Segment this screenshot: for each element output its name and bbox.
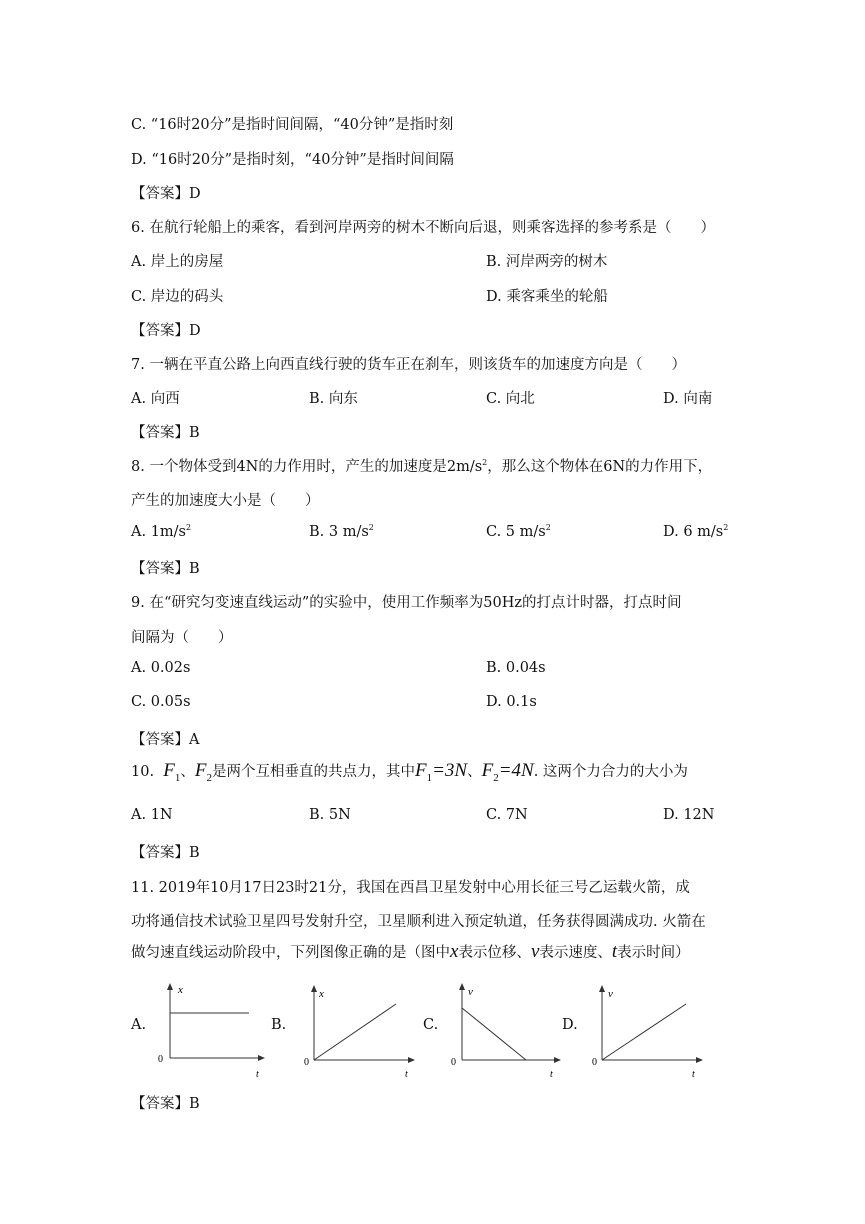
q10-eq2-value: =4N bbox=[498, 760, 534, 781]
q10-f2-subscript: 2 bbox=[206, 771, 212, 784]
q10-eq2-letter: F bbox=[481, 760, 494, 781]
q8-stem-line1 bbox=[131, 455, 712, 476]
q8-answer: 【答案】B bbox=[131, 561, 200, 577]
q5-answer: 【答案】D bbox=[131, 186, 201, 202]
q10-text-1: 是两个互相垂直的共点力，其中 bbox=[212, 764, 415, 780]
q10-eq2 bbox=[481, 760, 534, 784]
q10-option-a: A. 1N bbox=[131, 807, 173, 823]
q6-option-d: D. 乘客乘坐的轮船 bbox=[486, 289, 608, 305]
q10-option-b: B. 5N bbox=[309, 807, 351, 823]
q10-eq1-value: =3N bbox=[432, 760, 468, 781]
q8-option-b bbox=[309, 523, 374, 540]
q7-option-a: A. 向西 bbox=[131, 391, 180, 407]
q11-stem3-part-a: 做匀速直线运动阶段中，下列图像正确的是（图中 bbox=[131, 945, 450, 961]
graph-c-line bbox=[462, 1008, 526, 1060]
q11-option-c-label: C. bbox=[423, 1017, 439, 1033]
q7-answer: 【答案】B bbox=[131, 425, 200, 441]
q6-option-c: C. 岸边的码头 bbox=[131, 289, 224, 305]
q11-stem3-part-c: 表示速度、 bbox=[539, 945, 612, 961]
q8-option-b-text: B. 3 m/s bbox=[309, 523, 369, 540]
graph-a-xlabel: t bbox=[256, 1069, 259, 1080]
q8-option-c-exponent: 2 bbox=[545, 523, 551, 532]
q10-option-c: C. 7N bbox=[486, 807, 528, 823]
graph-c-y-arrow bbox=[459, 983, 465, 990]
q8-option-a bbox=[131, 523, 191, 540]
q11-graph-b bbox=[296, 980, 421, 1080]
q11-answer: 【答案】B bbox=[131, 1096, 200, 1112]
q9-answer: 【答案】A bbox=[131, 732, 200, 748]
q11-option-a-label: A. bbox=[131, 1017, 147, 1033]
q6-option-a: A. 岸上的房屋 bbox=[131, 254, 224, 270]
graph-c-origin: 0 bbox=[451, 1057, 456, 1068]
graph-d-origin: 0 bbox=[592, 1057, 597, 1068]
q8-stem-line2: 产生的加速度大小是（ ） bbox=[131, 493, 320, 509]
q10-f1-symbol bbox=[163, 760, 181, 784]
q5-option-c: C. “16时20分”是指时间间隔，“40分钟”是指时刻 bbox=[131, 117, 454, 133]
q11-symbol-x: x bbox=[450, 941, 459, 962]
q9-option-a: A. 0.02s bbox=[131, 660, 191, 676]
q10-number: 10. bbox=[131, 764, 155, 780]
q8-option-a-exponent: 2 bbox=[186, 523, 192, 532]
q10-eq1-letter: F bbox=[415, 760, 427, 781]
graph-c-xlabel: t bbox=[550, 1069, 553, 1080]
q6-option-b: B. 河岸两旁的树木 bbox=[486, 254, 608, 270]
q10-f1-subscript: 1 bbox=[174, 771, 181, 784]
q9-option-c: C. 0.05s bbox=[131, 694, 191, 710]
q9-stem-line1: 9. 在“研究匀变速直线运动”的实验中，使用工作频率为50Hz的打点计时器，打点时间 bbox=[131, 595, 682, 611]
graph-d-line bbox=[602, 1004, 686, 1060]
q10-stem bbox=[131, 760, 688, 784]
graph-a-ylabel: x bbox=[178, 984, 183, 996]
q7-stem: 7. 一辆在平直公路上向西直线行驶的货车正在刹车，则该货车的加速度方向是（ ） bbox=[131, 357, 686, 373]
q6-stem: 6. 在航行轮船上的乘客，看到河岸两旁的树木不断向后退，则乘客选择的参考系是（ ） bbox=[131, 220, 715, 236]
q9-option-d: D. 0.1s bbox=[486, 694, 537, 710]
q5-option-d: D. “16时20分”是指时刻，“40分钟”是指时间间隔 bbox=[131, 152, 454, 168]
graph-d-ylabel: v bbox=[608, 988, 613, 1000]
q8-option-a-text: A. 1m/s bbox=[131, 523, 186, 540]
q7-option-d: D. 向南 bbox=[663, 391, 713, 407]
q10-f2-letter: F bbox=[194, 760, 207, 781]
q10-separator: 、 bbox=[180, 764, 195, 780]
q11-graph-c bbox=[446, 980, 571, 1080]
q11-stem-line3 bbox=[131, 941, 690, 963]
q7-option-b: B. 向东 bbox=[309, 391, 358, 407]
graph-d-xlabel: t bbox=[692, 1069, 695, 1080]
q10-text-2: 、 bbox=[467, 764, 482, 780]
q10-f2-symbol bbox=[194, 760, 212, 784]
q10-f1-letter: F bbox=[163, 760, 175, 781]
q8-stem-part2: ，那么这个物体在6N的力作用下， bbox=[487, 459, 713, 475]
q9-option-b: B. 0.04s bbox=[486, 660, 546, 676]
graph-a-y-arrow bbox=[167, 983, 173, 990]
graph-d-y-arrow bbox=[599, 985, 605, 992]
q10-text-3: . 这两个力合力的大小为 bbox=[533, 764, 688, 780]
graph-b-line bbox=[314, 1004, 396, 1060]
graph-a-x-arrow bbox=[258, 1055, 265, 1061]
q11-option-d-label: D. bbox=[562, 1017, 578, 1033]
q11-option-b-label: B. bbox=[271, 1017, 287, 1033]
graph-b-y-arrow bbox=[311, 985, 317, 992]
q11-stem3-part-d: 表示时间） bbox=[617, 945, 690, 961]
q11-graph-d bbox=[584, 980, 709, 1080]
graph-b-origin: 0 bbox=[304, 1057, 309, 1068]
q11-graph-a bbox=[150, 980, 275, 1080]
q8-option-d-text: D. 6 m/s bbox=[663, 523, 724, 540]
q8-option-c-text: C. 5 m/s bbox=[486, 523, 546, 540]
q6-answer: 【答案】D bbox=[131, 323, 201, 339]
q7-option-c: C. 向北 bbox=[486, 391, 535, 407]
q8-option-d-exponent: 2 bbox=[723, 523, 729, 532]
q10-option-d: D. 12N bbox=[663, 807, 715, 823]
q10-eq1 bbox=[415, 760, 468, 784]
q10-eq2-subscript: 2 bbox=[493, 771, 499, 784]
q9-stem-line2: 间隔为（ ） bbox=[131, 630, 233, 646]
q10-eq1-subscript: 1 bbox=[426, 771, 433, 784]
q8-option-d bbox=[663, 523, 728, 540]
graph-c-x-arrow bbox=[554, 1057, 561, 1063]
graph-b-xlabel: t bbox=[405, 1069, 408, 1080]
q11-symbol-t: t bbox=[611, 941, 618, 962]
graph-b-ylabel: x bbox=[319, 988, 324, 1000]
graph-b-x-arrow bbox=[408, 1057, 415, 1063]
graph-d-x-arrow bbox=[696, 1057, 703, 1063]
q8-stem-part1: 8. 一个物体受到4N的力作用时，产生的加速度是2m/s bbox=[131, 459, 483, 475]
q8-option-c bbox=[486, 523, 551, 540]
graph-a-origin: 0 bbox=[158, 1054, 163, 1065]
q11-stem3-part-b: 表示位移、 bbox=[458, 945, 531, 961]
q8-stem-exponent: 2 bbox=[482, 458, 488, 468]
q11-symbol-v: v bbox=[530, 941, 540, 962]
q11-stem-line2: 功将通信技术试验卫星四号发射升空，卫星顺利进入预定轨道，任务获得圆满成功. 火箭在 bbox=[131, 914, 706, 930]
q8-option-b-exponent: 2 bbox=[368, 523, 374, 532]
graph-c-ylabel: v bbox=[468, 986, 473, 998]
q11-stem-line1: 11. 2019年10月17日23时21分，我国在西昌卫星发射中心用长征三号乙运载火箭，成 bbox=[131, 880, 690, 896]
q10-answer: 【答案】B bbox=[131, 845, 200, 861]
